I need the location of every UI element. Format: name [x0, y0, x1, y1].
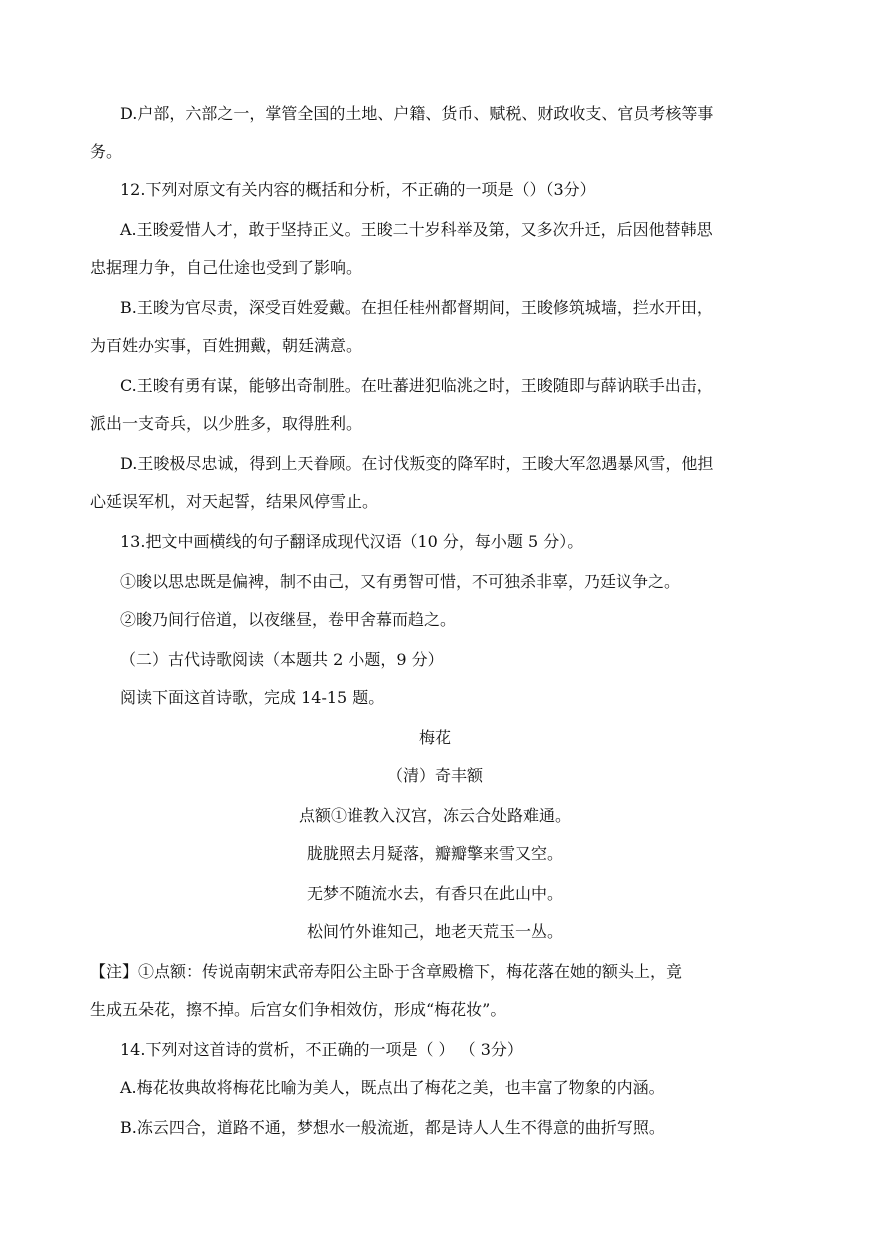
option-d-hubu-line1: D.户部，六部之一，掌管全国的土地、户籍、货币、赋税、财政收支、官员考核等事	[120, 104, 714, 123]
q12-option-c-line2: 派出一支奇兵，以少胜多，取得胜利。	[90, 414, 363, 433]
poem-line-3: 无梦不随流水去，有香只在此山中。	[306, 884, 563, 903]
q13-sentence-2: ②晙乃间行倍道，以夜继昼，卷甲舍幕而趋之。	[120, 610, 457, 629]
question-14-stem: 14.下列对这首诗的赏析，不正确的一项是（ ） （ 3分）	[120, 1040, 523, 1059]
poem-author: （清）奇丰额	[386, 766, 483, 785]
question-12-stem: 12.下列对原文有关内容的概括和分析，不正确的一项是（）（3分）	[120, 180, 596, 199]
q12-option-d-line1: D.王晙极尽忠诚，得到上天眷顾。在讨伐叛变的降军时，王晙大军忽遇暴风雪，他担	[120, 454, 714, 473]
poem-line-2: 胧胧照去月疑落，瓣瓣擎来雪又空。	[306, 844, 563, 863]
question-13-stem: 13.把文中画横线的句子翻译成现代汉语（10 分，每小题 5 分）。	[120, 532, 584, 551]
q13-sentence-1: ①晙以思忠既是偏裨，制不由己，又有勇智可惜，不可独杀非辜，乃廷议争之。	[120, 572, 681, 591]
q12-option-b-line2: 为百姓办实事，百姓拥戴，朝廷满意。	[90, 336, 363, 355]
poem-line-1: 点额①谁教入汉宫，冻云合处路难通。	[298, 806, 571, 825]
option-d-hubu-line2: 务。	[90, 142, 123, 161]
poem-note-line2: 生成五朵花，擦不掉。后宫女们争相效仿，形成“梅花妆”。	[90, 1000, 507, 1019]
section-heading-poetry: （二）古代诗歌阅读（本题共 2 小题，9 分）	[120, 650, 444, 669]
poetry-instruction: 阅读下面这首诗歌，完成 14-15 题。	[120, 688, 385, 707]
q12-option-b-line1: B.王晙为官尽责，深受百姓爱戴。在担任桂州都督期间，王晙修筑城墙，拦水开田，	[120, 298, 713, 317]
poem-title: 梅花	[418, 728, 451, 747]
q12-option-c-line1: C.王晙有勇有谋，能够出奇制胜。在吐蕃进犯临洮之时，王晙随即与薛讷联手出击，	[120, 376, 713, 395]
q12-option-a-line2: 忠据理力争，自己仕途也受到了影响。	[90, 258, 363, 277]
q14-option-b: B.冻云四合，道路不通，梦想水一般流逝，都是诗人人生不得意的曲折写照。	[120, 1118, 665, 1137]
q14-option-a: A.梅花妆典故将梅花比喻为美人，既点出了梅花之美，也丰富了物象的内涵。	[120, 1078, 665, 1097]
q12-option-a-line1: A.王晙爱惜人才，敢于坚持正义。王晙二十岁科举及第，又多次升迁，后因他替韩思	[120, 220, 713, 239]
poem-note-line1: 【注】①点额：传说南朝宋武帝寿阳公主卧于含章殿檐下，梅花落在她的额头上，竟	[90, 962, 683, 981]
q12-option-d-line2: 心延误军机，对天起誓，结果风停雪止。	[90, 492, 379, 511]
poem-line-4: 松间竹外谁知己，地老天荒玉一丛。	[306, 922, 563, 941]
